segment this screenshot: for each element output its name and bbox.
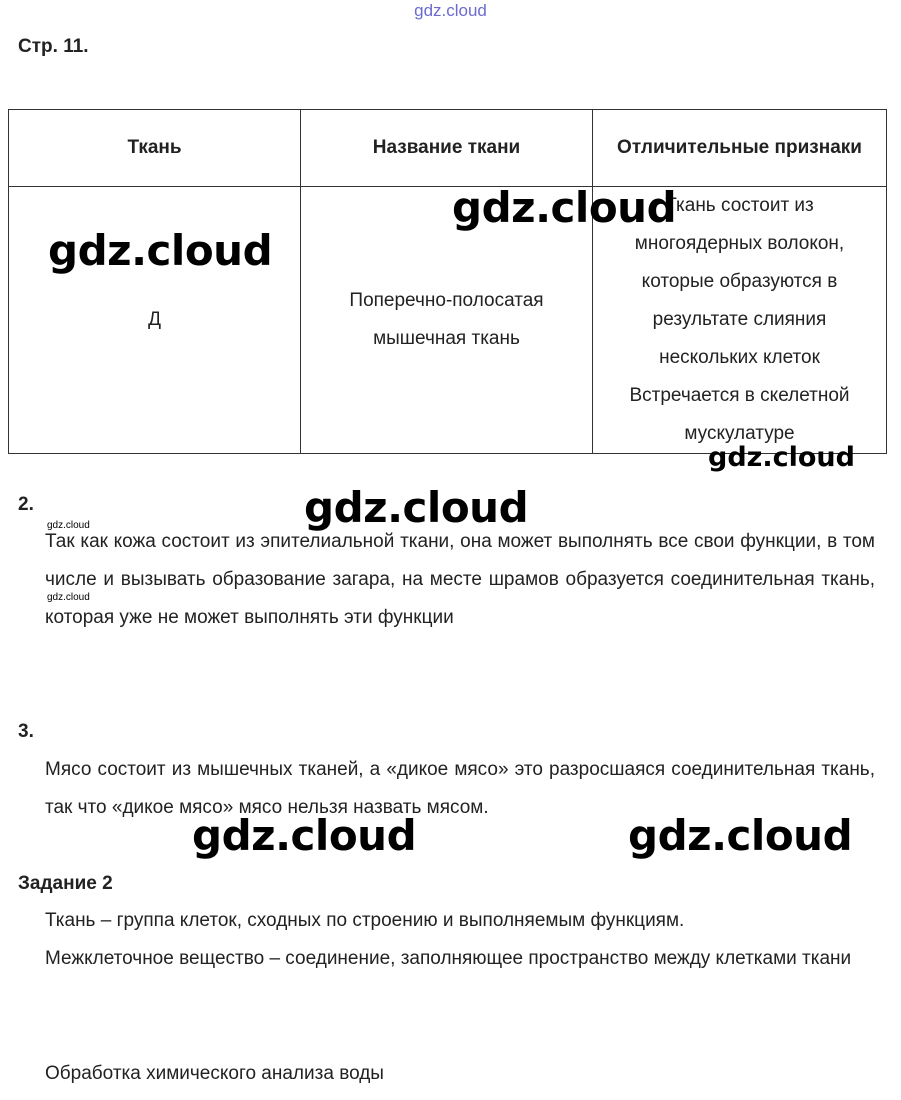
header-tissue-name: Название ткани [301, 110, 593, 187]
header-tissue: Ткань [9, 110, 301, 187]
table-header-row [9, 110, 887, 187]
watermark: gdz.cloud [452, 183, 677, 232]
watermark: gdz.cloud [708, 442, 855, 473]
cell-tissue-name: Поперечно-полосатая мышечная ткань [301, 187, 593, 454]
cell-tissue: Д [9, 187, 301, 454]
watermark: gdz.cloud [47, 592, 90, 603]
task-2-definition-intercellular: Межклеточное вещество – соединение, заполняющее пространство между клетками ткани [45, 948, 852, 969]
watermark: gdz.cloud [48, 226, 273, 275]
task-2-line-water-analysis: Обработка химического анализа воды [45, 1063, 384, 1084]
tissue-table [8, 109, 887, 454]
watermark: gdz.cloud [304, 483, 529, 532]
header-features: Отличительные признаки [593, 110, 887, 187]
watermark: gdz.cloud [628, 811, 853, 860]
task-2-heading: Задание 2 [18, 873, 113, 894]
watermark: gdz.cloud [192, 811, 417, 860]
question-2-answer: Так как кожа состоит из эпителиальной ткани, она может выполнять все свои функции, в том числе и вызывать образование загара, на месте шрамов образуется соединительная ткань, которая уже не может выполнять эти функции [45, 531, 875, 628]
question-3-number: 3. [18, 721, 34, 742]
watermark: gdz.cloud [47, 520, 90, 531]
watermark-top: gdz.cloud [414, 1, 487, 20]
cell-features: Ткань состоит из многоядерных волокон, которые образуются в результате слияния нескольких клеток Встречается в скелетной мускулатуре [593, 187, 887, 454]
question-3-answer: Мясо состоит из мышечных тканей, а «дикое мясо» это разросшаяся соединительная ткань, так что «дикое мясо» мясо нельзя назвать мясом. [45, 759, 875, 818]
task-2-definition-tissue: Ткань – группа клеток, сходных по строению и выполняемым функциям. [45, 910, 685, 931]
page-reference: Стр. 11. [18, 36, 89, 57]
question-2-number: 2. [18, 494, 34, 515]
